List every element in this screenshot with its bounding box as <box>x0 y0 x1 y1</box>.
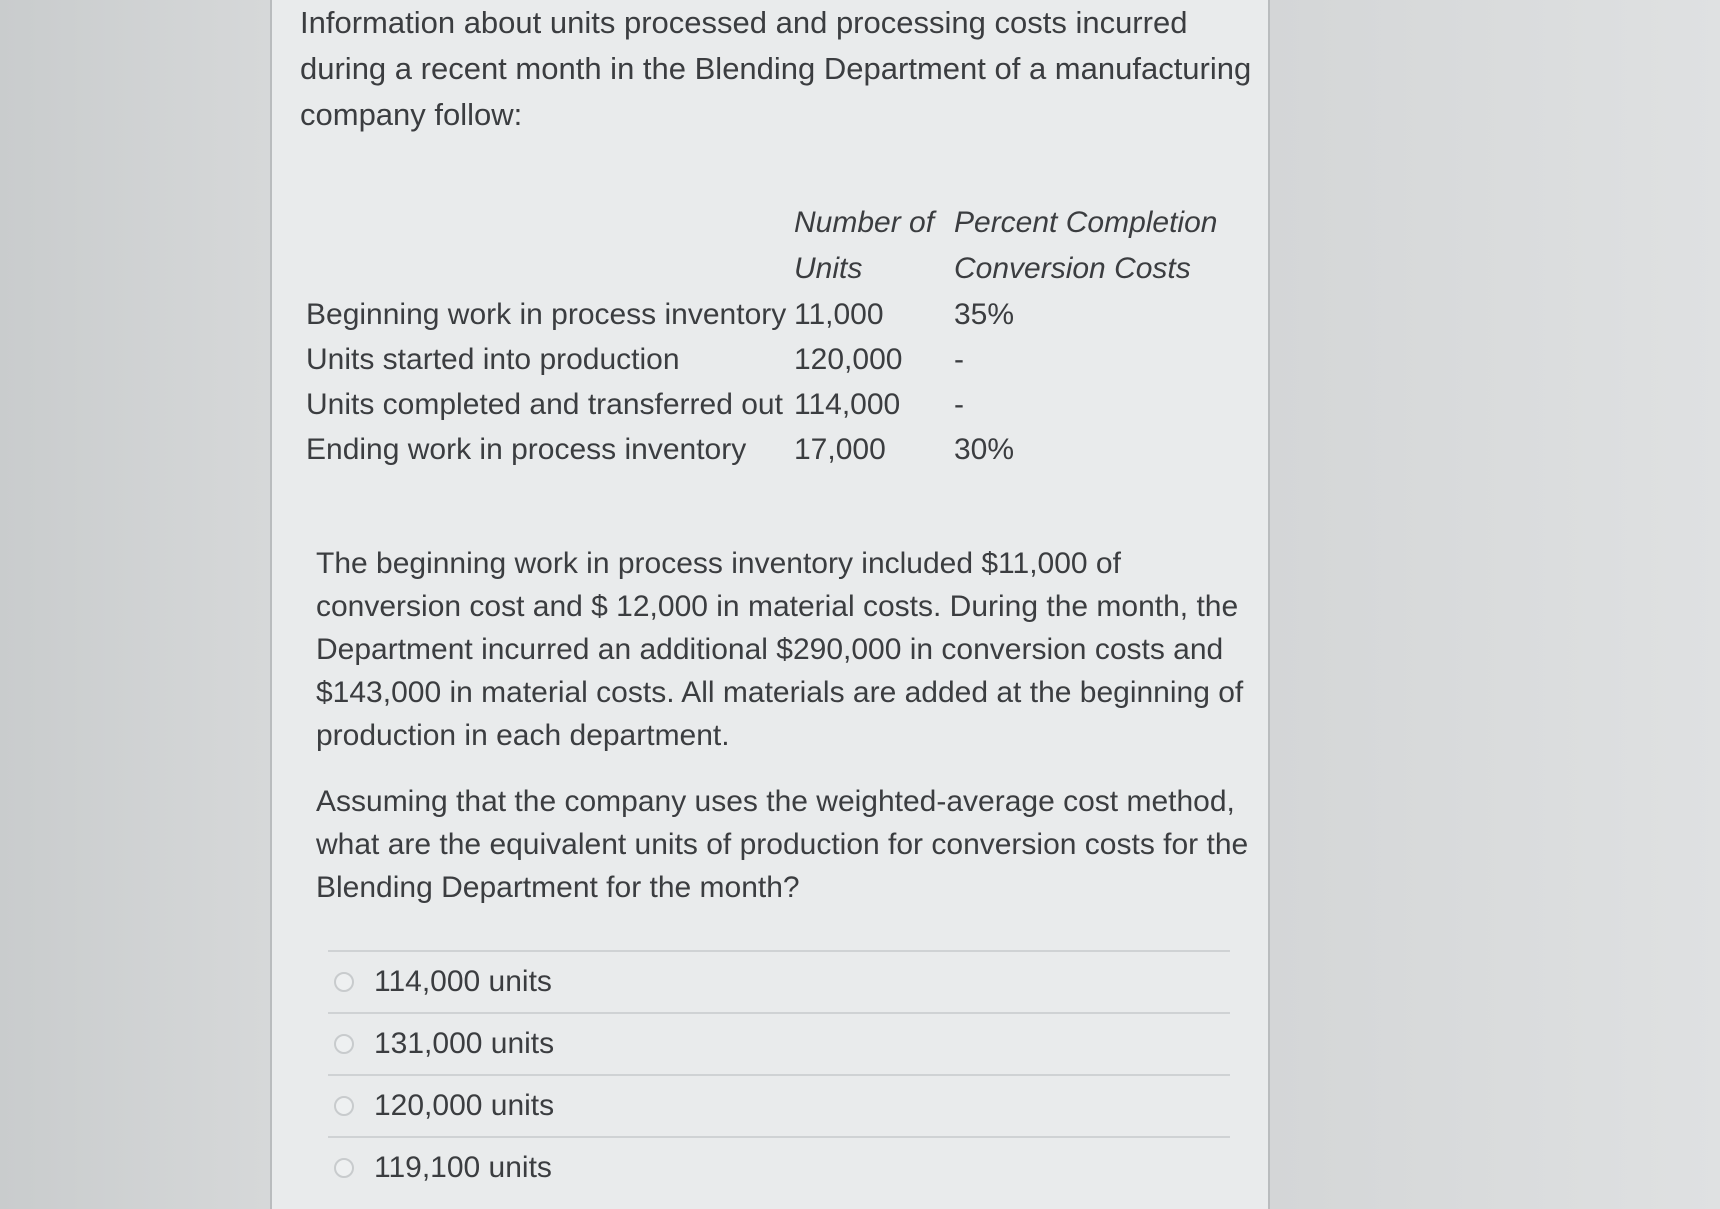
answer-option-2[interactable] <box>328 1012 1230 1074</box>
table-row <box>306 427 1234 472</box>
header-label-cell <box>306 246 794 292</box>
row-units: 114,000 <box>794 387 901 421</box>
right-background <box>1270 0 1720 1209</box>
header-number-of: Number of <box>794 206 935 239</box>
radio-button-icon[interactable] <box>334 1096 354 1116</box>
answer-label: 119,100 units <box>374 1151 552 1184</box>
answer-option-4[interactable] <box>328 1136 1230 1198</box>
row-label: Units completed and transferred out <box>306 387 783 421</box>
cost-paragraph: The beginning work in process inventory included $11,000 of conversion cost and $ 12,000 in material costs. During the month, the Department incurred an additional $290,000 in conversion costs and $143,000 in material costs. All materials are added at the beginning of production in each department. <box>316 547 1244 752</box>
answer-label: 114,000 units <box>374 965 552 998</box>
radio-button-icon[interactable] <box>334 1034 354 1054</box>
left-background <box>0 0 270 1209</box>
row-units: 17,000 <box>794 432 886 466</box>
row-percent: - <box>954 387 964 421</box>
radio-button-icon[interactable] <box>334 972 354 992</box>
answer-option-1[interactable] <box>328 950 1230 1012</box>
table-row <box>306 337 1234 382</box>
table-row <box>306 382 1234 427</box>
row-units: 120,000 <box>794 342 903 376</box>
row-percent: 30% <box>954 432 1015 466</box>
header-conversion-costs: Conversion Costs <box>954 252 1191 285</box>
table-header-row <box>306 200 1234 246</box>
row-units: 11,000 <box>794 297 884 331</box>
radio-button-icon[interactable] <box>334 1158 354 1178</box>
question-panel <box>270 0 1270 1209</box>
header-units: Units <box>794 252 863 285</box>
question-prompt: Assuming that the company uses the weighted-average cost method, what are the equivalent units of production for conversion costs for the Blending Department for the month? <box>316 785 1249 904</box>
answer-option-3[interactable] <box>328 1074 1230 1136</box>
header-label-cell <box>306 200 794 246</box>
row-percent: - <box>954 342 964 376</box>
row-label: Ending work in process inventory <box>306 432 747 466</box>
answer-options <box>328 950 1230 1198</box>
header-percent-completion: Percent Completion <box>954 206 1218 239</box>
row-label: Beginning work in process inventory <box>306 297 787 331</box>
answer-label: 131,000 units <box>374 1027 555 1060</box>
question-intro: Information about units processed and processing costs incurred during a recent month in the Blending Department of a manufacturing company follow: <box>300 5 1252 132</box>
row-label: Units started into production <box>306 342 680 376</box>
table-row <box>306 292 1234 337</box>
answer-label: 120,000 units <box>374 1089 555 1122</box>
table-header-row <box>306 246 1234 292</box>
units-table <box>306 200 1234 472</box>
row-percent: 35% <box>954 297 1015 331</box>
